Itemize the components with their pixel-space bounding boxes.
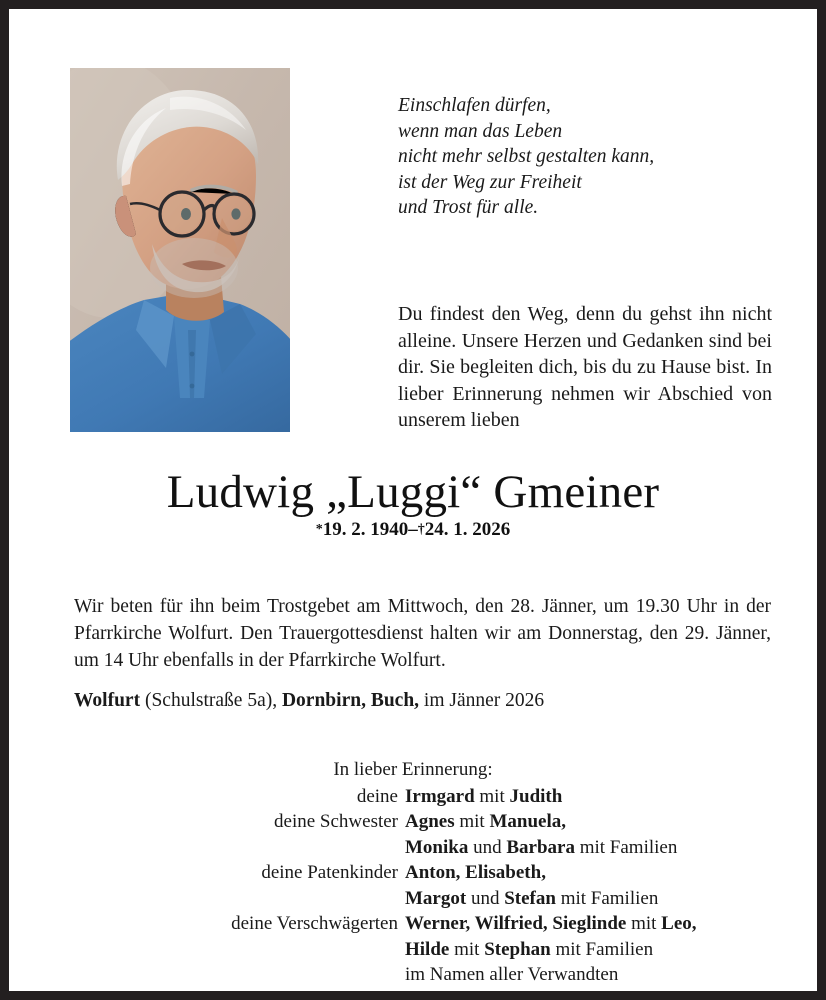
mourner-relation: deine Schwester [274,811,398,832]
memorial-verse [398,93,778,221]
mourners-list [9,784,817,988]
place-primary: Wolfurt [74,690,141,711]
place-secondary: Dornbirn, Buch, [281,690,420,711]
verse-line: Einschlafen dürfen, [398,95,551,116]
mourner-names: Monika und Barbara mit Familien [405,836,678,858]
intro-text: Du findest den Weg, denn du gehst ihn nicht alleine. Unsere Herzen und Gedanken sind bei dir. Sie begleiten dich, bis du zu Hause bist. In lieber Erinnerung nehmen wir Abschied von unserem lieben [398,303,772,431]
death-date: 24. 1. 2026 [424,519,511,540]
verse-line: ist der Weg zur Freiheit [398,171,582,193]
mourner-names: Irmgard mit Judith [405,785,563,807]
deceased-full-name: Ludwig „Luggi“ Gmeiner [166,466,660,518]
mourner-row [9,809,817,835]
place-address: (Schulstraße 5a), [140,690,282,711]
mourner-row [9,937,817,963]
death-symbol: † [417,522,425,537]
mourner-names: Anton, Elisabeth, [405,862,546,883]
mourner-row [9,962,817,988]
birth-date: 19. 2. 1940 [322,519,409,540]
mourner-names: Agnes mit Manuela, [405,811,566,832]
portrait-illustration [70,68,290,432]
place-and-date-line [74,688,774,714]
intro-paragraph [398,301,772,434]
mourner-relation: deine Patenkinder [261,862,398,883]
notice-date: im Jänner 2026 [419,690,545,711]
mourners-section [9,757,817,988]
mourner-relation: deine Verschwägerten [231,913,398,934]
mourner-row [9,911,817,937]
portrait-photo [70,68,290,432]
mourner-relation: deine [356,785,398,807]
deceased-name-block [9,464,817,542]
date-separator: – [408,519,418,540]
mourner-row [9,835,817,861]
mourner-row [9,784,817,810]
mourner-names: Hilde mit Stephan mit Familien [405,938,654,960]
mourner-names: Werner, Wilfried, Sieglinde mit Leo, [405,913,697,934]
mourners-heading: In lieber Erinnerung: [333,759,493,780]
notice-page [9,9,817,991]
service-text: Wir beten für ihn beim Trostgebet am Mittwoch, den 28. Jänner, um 19.30 Uhr in der Pfarrkirche Wolfurt. Den Trauergottesdienst halten wir am Donnerstag, den 29. Jänner, um 14 Uhr ebenfalls in der Pfarrkirche Wolfurt. [74,596,771,671]
service-details [74,593,771,674]
life-dates [9,518,817,542]
verse-line: nicht mehr selbst gestalten kann, [398,146,655,167]
mourner-names: Margot und Stefan mit Familien [405,887,659,909]
verse-line: und Trost für alle. [398,197,539,218]
top-section [9,9,817,439]
mourner-names: im Namen aller Verwandten [405,964,619,985]
birth-symbol: * [315,522,323,537]
mourner-row [9,860,817,886]
verse-line: wenn man das Leben [398,120,563,142]
mourner-row [9,886,817,912]
